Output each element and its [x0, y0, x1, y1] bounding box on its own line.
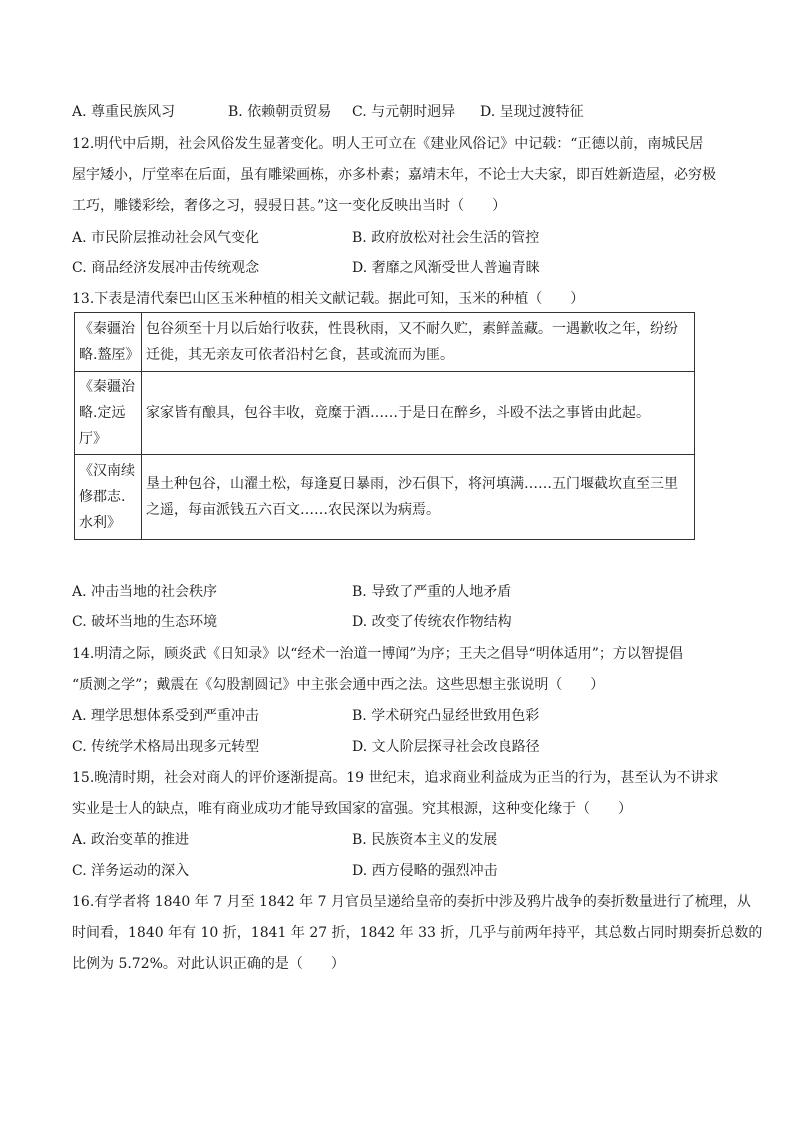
- q15-option-a: A. 政治变革的推进: [72, 832, 190, 848]
- q16-stem-line-3: 比例为 5.72%。对此认识正确的是（ ）: [72, 956, 345, 972]
- q13-option-a: A. 冲击当地的社会秩序: [72, 584, 218, 600]
- q12-option-c: C. 商品经济发展冲击传统观念: [72, 260, 260, 276]
- q11-option-d: D. 呈现过渡特征: [480, 104, 584, 120]
- q14-option-a: A. 理学思想体系受到严重冲击: [72, 708, 260, 724]
- table-cell-source: 《秦疆治略.盩厔》: [75, 313, 142, 372]
- q15-stem-line-1: 15.晚清时期，社会对商人的评价逐渐提高。19 世纪末，追求商业利益成为正当的行为，甚至认为不讲求: [72, 770, 719, 786]
- q14-stem-line-1: 14.明清之际，顾炎武《日知录》以“经术一治道一博闻”为序；王夫之倡导“明体适用”；方以智提倡: [72, 646, 683, 662]
- table-row: [75, 313, 695, 372]
- q11-option-b: B. 依赖朝贡贸易: [228, 104, 332, 120]
- q16-stem-line-1: 16.有学者将 1840 年 7 月至 1842 年 7 月官员呈递给皇帝的奏折中涉及鸦片战争的奏折数量进行了梳理，从: [72, 894, 751, 910]
- q14-stem-line-2: “质测之学”；戴震在《勾股割圆记》中主张会通中西之法。这些思想主张说明（ ）: [72, 677, 605, 693]
- q12-stem-line-2: 屋宇矮小，厅堂率在后面，虽有雕梁画栋，亦多朴素；嘉靖末年，不论士大夫家，即百姓新造屋，必穷极: [72, 167, 716, 183]
- table-row: [75, 455, 695, 540]
- q13-option-b: B. 导致了严重的人地矛盾: [352, 584, 512, 600]
- q13-stem-line-1: 13.下表是清代秦巴山区玉米种植的相关文献记载。据此可知，玉米的种植（ ）: [72, 291, 585, 307]
- q12-option-a: A. 市民阶层推动社会风气变化: [72, 230, 260, 246]
- q16-stem-line-2: 时间看，1840 年有 10 折，1841 年 27 折，1842 年 33 折，几乎与前两年持平，其总数占同时期奏折总数的: [72, 925, 763, 941]
- q12-stem-line-3: 工巧，雕镂彩绘，奢侈之习，骎骎日甚。”这一变化反映出当时（ ）: [72, 198, 507, 214]
- q12-option-b: B. 政府放松对社会生活的管控: [352, 230, 540, 246]
- q12-stem-line-1: 12.明代中后期，社会风俗发生显著变化。明人王可立在《建业风俗记》中记载：“正德以前，南城民居: [72, 136, 704, 152]
- q13-option-c: C. 破坏当地的生态环境: [72, 614, 218, 630]
- q14-option-b: B. 学术研究凸显经世致用色彩: [352, 708, 540, 724]
- table-cell-source: 《秦疆治略.定远厅》: [75, 372, 142, 455]
- q15-option-c: C. 洋务运动的深入: [72, 863, 190, 879]
- table-cell-text: 垦土种包谷，山濯土松，每逢夏日暴雨，沙石俱下，将河填满……五门堰截坎直至三里之遥，每亩派钱五六百文……农民深以为病焉。: [142, 455, 695, 540]
- table-cell-source: 《汉南续修郡志.水利》: [75, 455, 142, 540]
- table-row: [75, 372, 695, 455]
- q15-option-b: B. 民族资本主义的发展: [352, 832, 498, 848]
- table-cell-text: 家家皆有酿具，包谷丰收，竟糜于酒……于是日在醉乡，斗殴不法之事皆由此起。: [142, 372, 695, 455]
- q14-option-c: C. 传统学术格局出现多元转型: [72, 739, 260, 755]
- q13-option-d: D. 改变了传统农作物结构: [352, 614, 512, 630]
- q11-option-c: C. 与元朝时迥异: [352, 104, 456, 120]
- q15-stem-line-2: 实业是士人的缺点，唯有商业成功才能导致国家的富强。究其根源，这种变化缘于（ ）: [72, 801, 632, 817]
- q12-option-d: D. 奢靡之风渐受世人普遍青睐: [352, 260, 540, 276]
- source-table: [74, 312, 695, 540]
- q14-option-d: D. 文人阶层探寻社会改良路径: [352, 739, 540, 755]
- q11-option-a: A. 尊重民族风习: [72, 104, 176, 120]
- table-cell-text: 包谷须至十月以后始行收获，性畏秋雨，又不耐久贮，素鲜盖藏。一遇歉收之年，纷纷迁徙，其无亲友可依者沿村乞食，甚或流而为匪。: [142, 313, 695, 372]
- q15-option-d: D. 西方侵略的强烈冲击: [352, 863, 498, 879]
